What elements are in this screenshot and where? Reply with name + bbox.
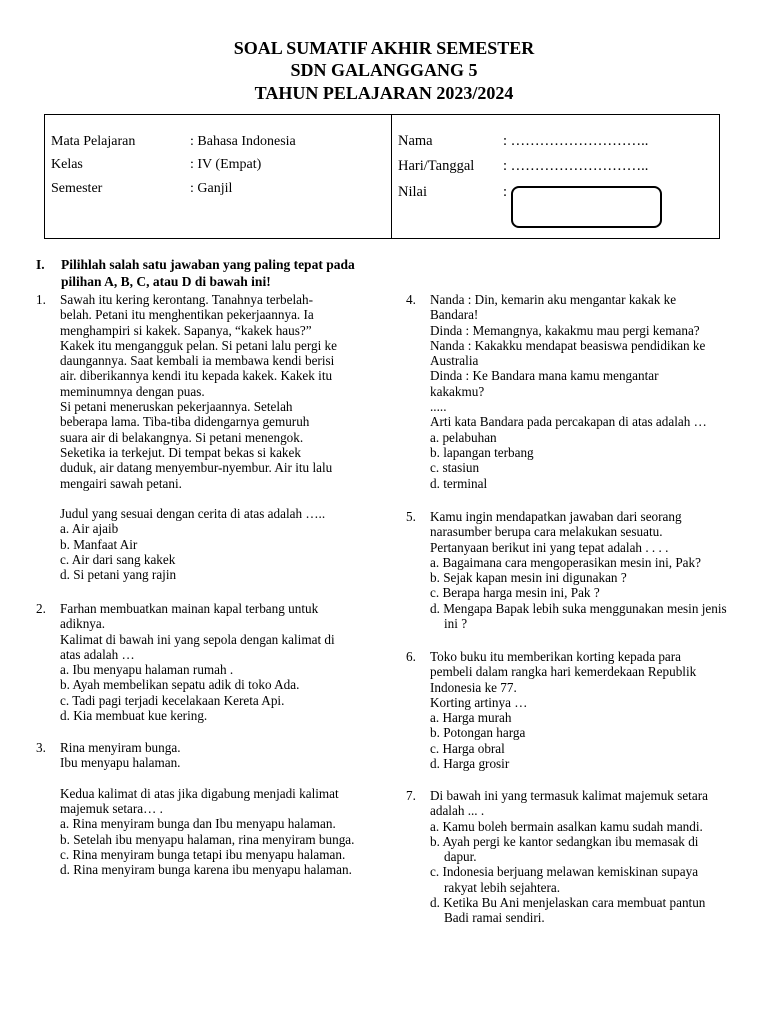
question-line: Kamu ingin mendapatkan jawaban dari seorang (430, 509, 682, 524)
question-line: suara air di belakangnya. Si petani menengok. (60, 429, 304, 445)
answer-option-b[interactable]: b. Ayah pergi ke kantor sedangkan ibu memasak di dapur. (430, 833, 699, 865)
question-number: 4. (406, 292, 416, 307)
semester-label: Semester (51, 181, 103, 196)
answer-option-a[interactable]: a. Air ajaib (60, 521, 119, 537)
answer-option-c[interactable]: c. Harga obral (430, 740, 505, 756)
answer-option-b[interactable]: b. Ayah membelikan sepatu adik di toko Ada. (60, 677, 300, 693)
dialogue-line: kakakmu? (430, 383, 485, 399)
subject-label: Mata Pelajaran (51, 134, 136, 149)
question-line: Si petani meneruskan pekerjaannya. Setelah (60, 399, 293, 415)
question-line: Kakek itu mengangguk pelan. Si petani lalu pergi ke (60, 337, 337, 353)
dialogue-line: Dinda : Ke Bandara mana kamu mengantar (430, 368, 659, 384)
question-prompt: Judul yang sesuai dengan cerita di atas adalah ….. (60, 506, 326, 522)
answer-option-b[interactable]: b. Potongan harga (430, 725, 526, 741)
answer-option-b[interactable]: b. Setelah ibu menyapu halaman, rina menyiram bunga. (60, 831, 355, 847)
question-line: pembeli dalam rangka hari kemerdekaan Republik (430, 664, 697, 680)
question-line: Sawah itu kering kerontang. Tanahnya terbelah- (60, 292, 313, 307)
name-field[interactable]: : ……………………….. (503, 133, 649, 149)
score-colon: : (503, 184, 508, 200)
identity-divider (391, 115, 392, 238)
answer-option-d[interactable]: d. Mengapa Bapak lebih suka menggunakan mesin jenis ini ? (430, 600, 727, 632)
answer-option-c[interactable]: c. Berapa harga mesin ini, Pak ? (430, 585, 600, 601)
exam-title: SOAL SUMATIF AKHIR SEMESTER (233, 38, 535, 58)
dialogue-line: Dinda : Memangnya, kakakmu mau pergi kemana? (430, 322, 700, 338)
instruction-text: Pilihlah salah satu jawaban yang paling tepat pada pilihan A, B, C, atau D di bawah ini! (61, 257, 355, 289)
answer-option-b[interactable]: b. Sejak kapan mesin ini digunakan ? (430, 570, 627, 586)
identity-box (44, 114, 720, 239)
answer-option-c[interactable]: c. Indonesia berjuang melawan kemiskinan supaya rakyat lebih sejahtera. (430, 864, 699, 895)
question-line: belah. Petani itu menghentikan pekerjaannya. Ia (60, 307, 314, 323)
question-prompt: Korting artinya … (430, 694, 528, 710)
answer-option-d[interactable]: d. Si petani yang rajin (60, 567, 177, 583)
answer-option-a[interactable]: a. pelabuhan (430, 429, 497, 445)
question-number: 2. (36, 601, 46, 616)
class-label: Kelas (51, 157, 83, 172)
question-line: majemuk setara… . (60, 801, 163, 817)
answer-option-d[interactable]: d. Rina menyiram bunga karena ibu menyapu halaman. (60, 862, 352, 878)
answer-option-b[interactable]: b. Manfaat Air (60, 536, 138, 552)
question-number: 1. (36, 292, 46, 307)
question-line: duduk, air datang menyembur-nyembur. Air itu lalu (60, 460, 333, 476)
question-line: narasumber berupa cara melakukan sesuatu. (430, 524, 663, 540)
question-line: Farhan membuatkan mainan kapal terbang untuk (60, 601, 319, 616)
answer-option-d[interactable]: d. Kia membuat kue kering. (60, 708, 208, 724)
dialogue-line: Australia (430, 353, 479, 369)
class-value: : IV (Empat) (190, 157, 262, 172)
answer-option-d[interactable]: d. Harga grosir (430, 756, 510, 772)
answer-option-a[interactable]: a. Bagaimana cara mengoperasikan mesin ini, Pak? (430, 554, 701, 570)
question-line: meminumnya dengan puas. (60, 383, 205, 399)
answer-option-d[interactable]: d. Ketika Bu Ani menjelaskan cara membuat pantun Badi ramai sendiri. (430, 895, 706, 926)
question-line: beberapa lama. Tiba-tiba didengarnya gemuruh (60, 414, 310, 430)
school-year: TAHUN PELAJARAN 2023/2024 (254, 83, 514, 103)
question-prompt: Pertanyaan berikut ini yang tepat adalah . . . . (430, 539, 669, 555)
dialogue-line: Nanda : Kakakku mendapat beasiswa pendidikan ke (430, 337, 706, 353)
semester-value: : Ganjil (190, 181, 233, 196)
answer-option-d[interactable]: d. terminal (430, 475, 488, 491)
question-line: adalah ... . (430, 803, 485, 819)
score-label: Nilai (398, 184, 427, 200)
answer-option-a[interactable]: a. Harga murah (430, 710, 512, 726)
question-line: mengairi sawah petani. (60, 475, 182, 491)
question-line: Toko buku itu memberikan korting kepada para (430, 649, 682, 664)
question-line: Rina menyiram bunga. (60, 740, 181, 755)
question-number: 3. (36, 740, 46, 755)
dialogue-line: ..... (430, 399, 447, 415)
question-prompt: Arti kata Bandara pada percakapan di atas adalah … (430, 414, 707, 430)
blank-line (60, 491, 371, 506)
answer-option-a[interactable]: a. Rina menyiram bunga dan Ibu menyapu halaman. (60, 816, 336, 832)
answer-option-c[interactable]: c. stasiun (430, 460, 480, 476)
question-line: Indonesia ke 77. (430, 679, 517, 695)
question-number: 7. (406, 788, 416, 803)
score-box[interactable] (511, 186, 662, 228)
question-line: Ibu menyapu halaman. (60, 755, 181, 771)
question-line: Kedua kalimat di atas jika digabung menjadi kalimat (60, 785, 339, 801)
question-line: menghampiri si kakek. Sapanya, “kakek haus?” (60, 322, 312, 338)
question-line: atas adalah … (60, 646, 135, 662)
question-line: Kalimat di bawah ini yang sepola dengan kalimat di (60, 631, 335, 647)
question-line: air. diberikannya kendi itu kepada kakek. Kakek itu (60, 368, 333, 384)
question-number: 6. (406, 649, 416, 664)
question-line: adiknya. (60, 616, 106, 632)
subject-value: : Bahasa Indonesia (190, 134, 296, 149)
question-line: Seketika ia terkejut. Di tempat bekas si kakek (60, 444, 301, 460)
dialogue-line: Nanda : Din, kemarin aku mengantar kakak ke (430, 292, 677, 307)
answer-option-c[interactable]: c. Rina menyiram bunga tetapi ibu menyapu halaman. (60, 847, 346, 863)
answer-option-a[interactable]: a. Ibu menyapu halaman rumah . (60, 662, 234, 678)
question-line: Di bawah ini yang termasuk kalimat majemuk setara (430, 788, 708, 803)
date-label: Hari/Tanggal (398, 158, 475, 174)
blank-line (60, 771, 360, 786)
answer-option-a[interactable]: a. Kamu boleh bermain asalkan kamu sudah mandi. (430, 818, 703, 834)
answer-option-c[interactable]: c. Tadi pagi terjadi kecelakaan Kereta Api. (60, 692, 285, 708)
section-number: I. (36, 257, 45, 272)
date-field[interactable]: : ……………………….. (503, 158, 649, 174)
name-label: Nama (398, 133, 433, 149)
question-number: 5. (406, 509, 416, 524)
answer-option-c[interactable]: c. Air dari sang kakek (60, 552, 176, 568)
dialogue-line: Bandara! (430, 307, 479, 323)
question-line: daungannya. Saat kembali ia membawa kendi berisi (60, 353, 335, 369)
school-name: SDN GALANGGANG 5 (290, 60, 478, 80)
answer-option-b[interactable]: b. lapangan terbang (430, 444, 534, 460)
